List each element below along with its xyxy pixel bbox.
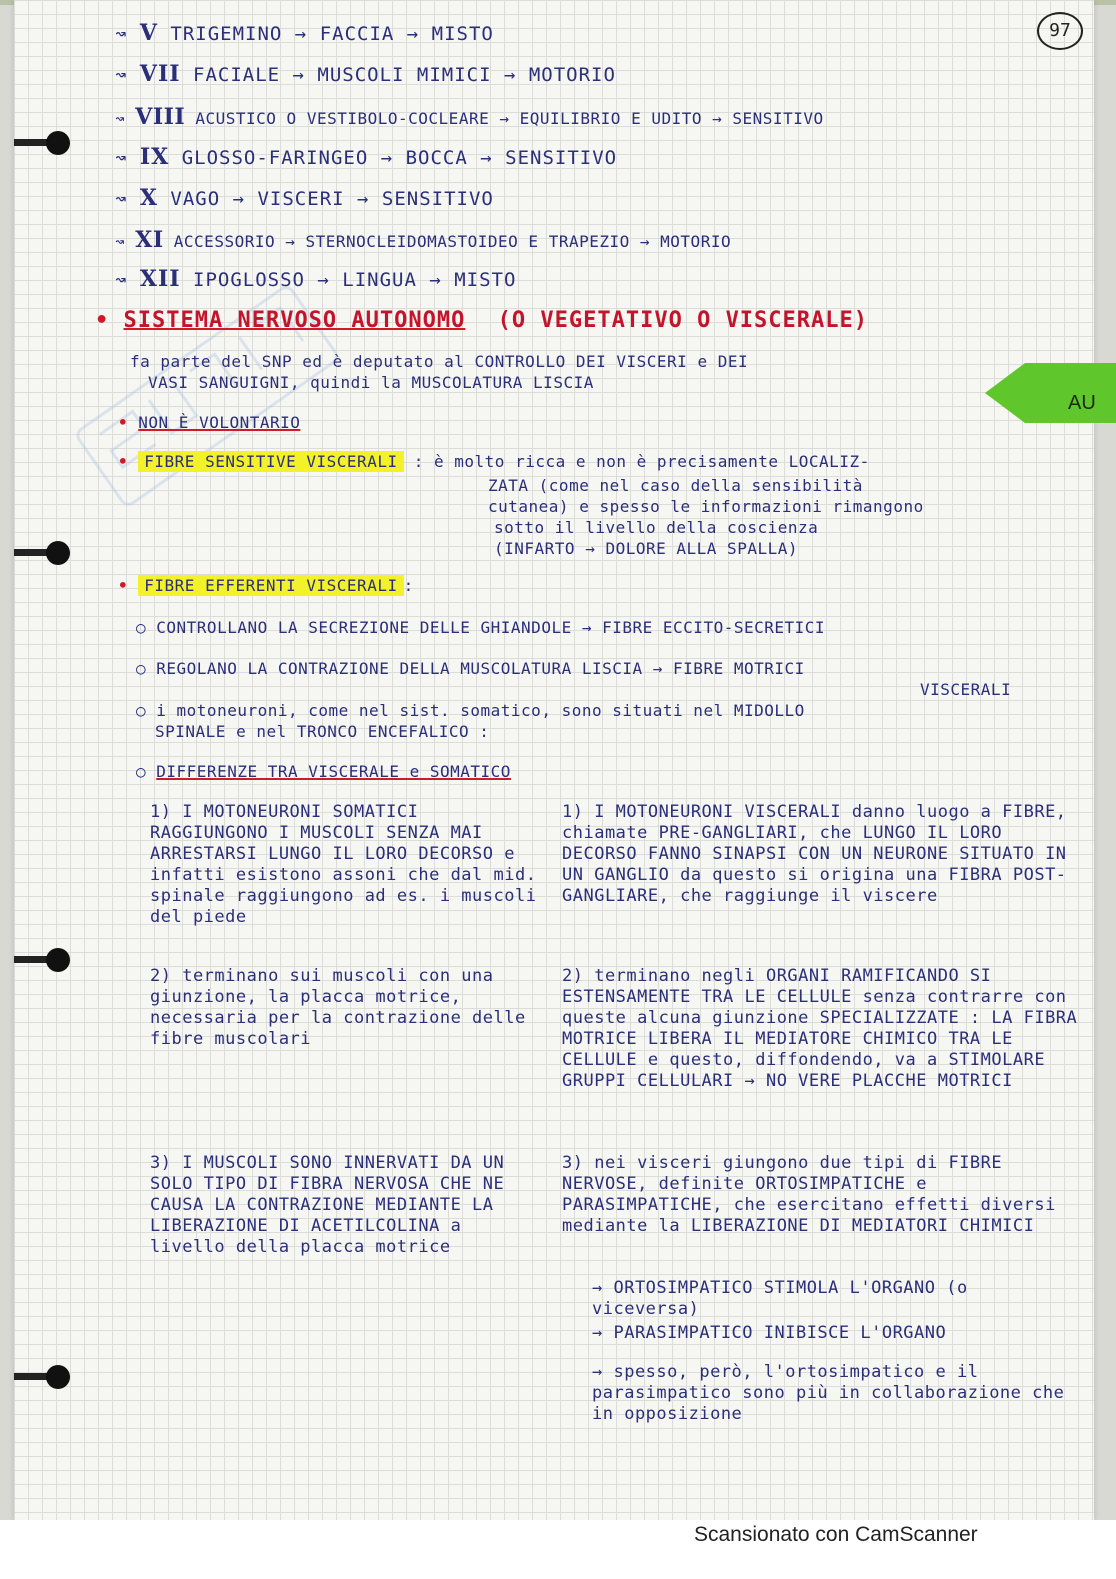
nerve-numeral: VII: [139, 61, 181, 87]
nerve-line: ↝ XI ACCESSORIO → STERNOCLEIDOMASTOIDEO E TRAPEZIO → MOTORIO: [115, 227, 732, 253]
nerve-line: ↝ V TRIGEMINO → FACCIA → MISTO: [115, 20, 494, 46]
index-tab[interactable]: [985, 363, 1116, 423]
visceral-point-3: 3) nei visceri giungono due tipi di FIBRE NERVOSE, definite ORTOSIMPATICHE e PARASIMPATICHE, che esercitano effetti diversi mediante la LIBERAZIONE DI MEDIATORI CHIMICI: [562, 1153, 1056, 1236]
nerve-line: ↝ XII IPOGLOSSO → LINGUA → MISTO: [115, 266, 517, 292]
visceral-point-2: 2) terminano negli ORGANI RAMIFICANDO SI ESTENSAMENTE TRA LE CELLULE senza contrarre con queste alcuna giunzione SPECIALIZZATE : LA FIBRA MOTRICE LIBERA IL MEDIATORE CHIMICO TRA LE CELLULE e questo, diffondendo, va a STIMOLARE GRUPPI CELLULARI → NO VERE PLACCHE MOTRICI: [562, 966, 1078, 1091]
efferent-bullet-2: ○ REGOLANO LA CONTRAZIONE DELLA MUSCOLATURA LISCIA → FIBRE MOTRICI: [136, 659, 805, 678]
nerve-numeral: IX: [139, 144, 170, 170]
heading-main: SISTEMA NERVOSO AUTONOMO: [123, 308, 466, 333]
nerve-text: GLOSSO-FARINGEO → BOCCA → SENSITIVO: [181, 147, 618, 169]
efferent-bullet-1: ○ CONTROLLANO LA SECREZIONE DELLE GHIANDOLE → FIBRE ECCITO-SECRETICI: [136, 618, 826, 637]
binder-ring: [14, 538, 72, 568]
sensory-text-2: ZATA (come nel caso della sensibilità: [488, 476, 863, 495]
arrow-note-2: → PARASIMPATICO INIBISCE L'ORGANO: [592, 1323, 947, 1343]
nerve-line: ↝ VII FACIALE → MUSCOLI MIMICI → MOTORIO: [115, 61, 616, 87]
arrow-note-1: → ORTOSIMPATICO STIMOLA L'ORGANO (o viceversa): [592, 1278, 968, 1319]
sensory-text-5: (INFARTO → DOLORE ALLA SPALLA): [494, 539, 798, 558]
efferent-bullet-4: ○ DIFFERENZE TRA VISCERALE e SOMATICO: [136, 762, 511, 781]
efferent-colon: :: [403, 576, 414, 595]
sensory-text-1: : è molto ricca e non è precisamente LOCALIZ-: [413, 452, 870, 471]
heading-sub: (O VEGETATIVO O VISCERALE): [497, 308, 869, 333]
efferent-bullet-3b: SPINALE e nel TRONCO ENCEFALICO :: [155, 722, 490, 741]
nerve-line: ↝ IX GLOSSO-FARINGEO → BOCCA → SENSITIVO: [115, 144, 618, 170]
nerve-text: ACCESSORIO → STERNOCLEIDOMASTOIDEO E TRAPEZIO → MOTORIO: [173, 232, 732, 251]
nerve-line: ↝ X VAGO → VISCERI → SENSITIVO: [115, 185, 494, 211]
nerve-numeral: V: [139, 20, 158, 46]
sensory-fibres-line: • FIBRE SENSITIVE VISCERALI : è molto ricca e non è precisamente LOCALIZ-: [118, 452, 870, 471]
page-number: 97: [1037, 12, 1083, 50]
nerve-numeral: XI: [135, 227, 164, 253]
visceral-point-1: 1) I MOTONEURONI VISCERALI danno luogo a FIBRE, chiamate PRE-GANGLIARI, che LUNGO IL LORO DECORSO FANNO SINAPSI CON UN NEURONE SITUATO IN UN GANGLIO da questo si origina una FIBRA POST-GANGLIARE, che raggiunge il viscere: [562, 802, 1067, 906]
sensory-label: FIBRE SENSITIVE VISCERALI: [138, 451, 403, 472]
nerve-text: IPOGLOSSO → LINGUA → MISTO: [193, 269, 517, 291]
somatic-point-2: 2) terminano sui muscoli con una giunzione, la placca motrice, necessaria per la contrazione delle fibre muscolari: [150, 966, 526, 1049]
efferent-bullet-2b: VISCERALI: [920, 680, 1012, 699]
efferent-label: FIBRE EFFERENTI VISCERALI: [138, 575, 403, 596]
sensory-text-4: sotto il livello della coscienza: [494, 518, 819, 537]
section-heading: • SISTEMA NERVOSO AUTONOMO (O VEGETATIVO O VISCERALE): [95, 308, 869, 333]
scanner-caption: Scansionato con CamScanner: [694, 1523, 978, 1546]
somatic-point-1: 1) I MOTONEURONI SOMATICI RAGGIUNGONO I MUSCOLI SENZA MAI ARRESTARSI LUNGO IL LORO DECORSO e infatti esistono assoni che dal mid. spinale raggiungono ad es. i muscoli del piede: [150, 802, 537, 927]
binder-ring: [14, 945, 72, 975]
somatic-point-3: 3) I MUSCOLI SONO INNERVATI DA UN SOLO TIPO DI FIBRA NERVOSA CHE NE CAUSA LA CONTRAZIONE MEDIANTE LA LIBERAZIONE DI ACETILCOLINA a livello della placca motrice: [150, 1153, 505, 1257]
nerve-numeral: XII: [139, 266, 181, 292]
efferent-bullet-3a: ○ i motoneuroni, come nel sist. somatico, sono situati nel MIDOLLO: [136, 701, 805, 720]
nerve-numeral: VIII: [135, 104, 186, 130]
nerve-numeral: X: [139, 185, 158, 211]
nerve-text: VAGO → VISCERI → SENSITIVO: [170, 188, 494, 210]
intro-line-2: VASI SANGUIGNI, quindi la MUSCOLATURA LISCIA: [148, 373, 594, 392]
nerve-text: TRIGEMINO → FACCIA → MISTO: [170, 23, 494, 45]
arrow-note-3: → spesso, però, l'ortosimpatico e il parasimpatico sono più in collaborazione che in opposizione: [592, 1362, 1065, 1424]
nerve-line: ↝ VIII ACUSTICO O VESTIBOLO-COCLEARE → EQUILIBRIO E UDITO → SENSITIVO: [115, 104, 824, 130]
efferent-bullet-1-text: CONTROLLANO LA SECREZIONE DELLE GHIANDOLE → FIBRE ECCITO-SECRETICI: [156, 618, 826, 637]
sensory-text-3: cutanea) e spesso le informazioni rimangono: [488, 497, 924, 516]
intro-line-1: fa parte del SNP ed è deputato al CONTROLLO DEI VISCERI e DEI: [130, 352, 749, 371]
index-tab-label: AU: [1068, 392, 1096, 414]
nerve-text: FACIALE → MUSCOLI MIMICI → MOTORIO: [193, 64, 616, 86]
nerve-text: ACUSTICO O VESTIBOLO-COCLEARE → EQUILIBRIO E UDITO → SENSITIVO: [195, 109, 824, 128]
differences-heading: DIFFERENZE TRA VISCERALE e SOMATICO: [156, 762, 511, 781]
efferent-fibres-line: • FIBRE EFFERENTI VISCERALI :: [118, 576, 414, 595]
binder-ring: [14, 128, 72, 158]
efferent-bullet-2-text: REGOLANO LA CONTRAZIONE DELLA MUSCOLATURA LISCIA → FIBRE MOTRICI: [156, 659, 805, 678]
binder-ring: [14, 1362, 72, 1392]
efferent-bullet-3a-text: i motoneuroni, come nel sist. somatico, sono situati nel MIDOLLO: [156, 701, 805, 720]
intro-not-voluntary: • NON È VOLONTARIO: [118, 413, 301, 432]
not-voluntary-text: NON È VOLONTARIO: [138, 413, 301, 432]
